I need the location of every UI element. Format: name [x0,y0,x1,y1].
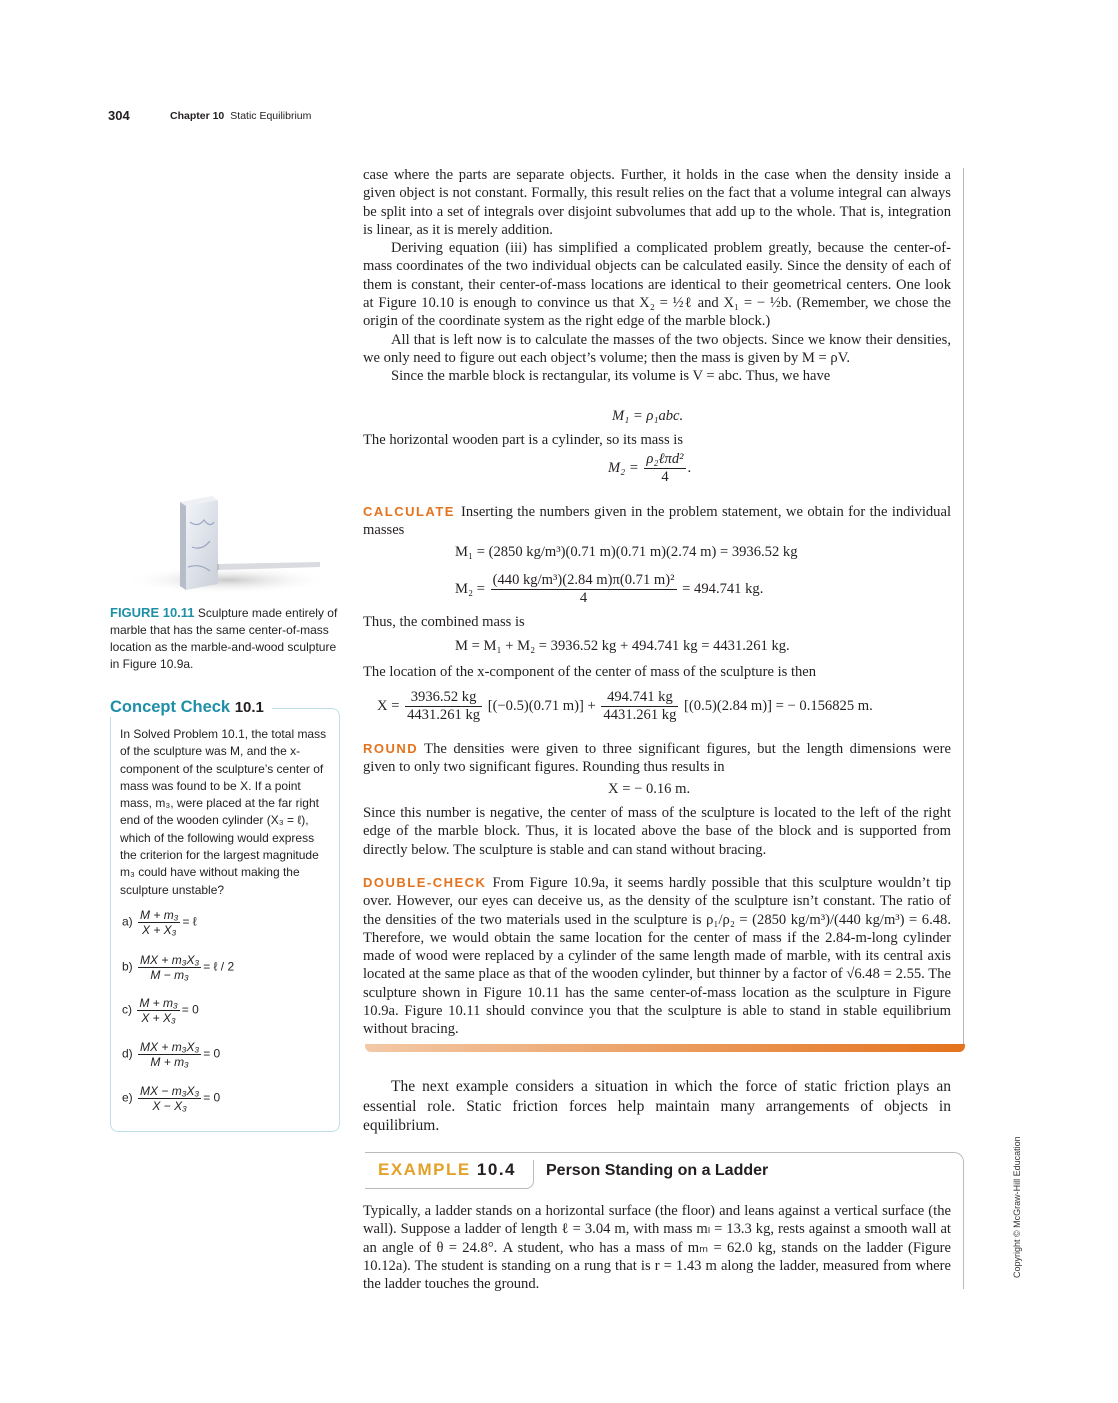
block-face [186,500,218,590]
example-label [378,1160,516,1180]
paragraph-8: Since this number is negative, the center of mass of the sculpture is located to the left of the right edge of the marble block. Thus, it is located above the base of the block and is supported from directly below. The sculpture is stable and can stand without bracing. [363,805,951,858]
example-title: Person Standing on a Ladder [546,1162,769,1179]
figure-caption-text: Sculpture made entirely of marble that has the same center-of-mass location as the marble-and-wood sculpture in Figure 10.9a. [110,606,338,671]
concept-check-number: 10.1 [234,699,264,716]
page-number: 304 [108,108,130,123]
round-keyword: ROUND [363,741,419,756]
copyright-notice: Copyright © McGraw-Hill Education [1012,1136,1022,1278]
equation-calc-m2: M₂ = $\frac{\text{(440 kg/m³)(2.84 m)π(0.71 m)²}}{4}$ = 494.741 kg. [455,572,764,606]
paragraph-1: case where the parts are separate objects. Further, it holds in the case when the density inside a given object is not constant. Formally, this result relies on the fact that a volume integral can always be split into a set of integrals over disjoint subvolumes that add up to the whole. That is, integration is linear, as it is merely addition. [363,167,951,238]
paragraph-5: The horizontal wooden part is a cylinder, so its mass is [363,432,684,448]
equation-m1: M₁ = ρ₁abc. [612,408,684,424]
double-check-text: From Figure 10.9a, it seems hardly possible that this sculpture wouldn’t tip over. However, our eyes can deceive us, as the density of the sculpture isn’t constant. The ratio of the densities of the two materials used in the sculpture is ρ₁/ρ₂ = (2850 kg/m³)/(440 kg/m³) = 6.48. Therefore, we would obtain the same location for the center of mass if the 2.84-m-long cylinder made of wood were replaced by a cylinder of the same length made of marble, with its central axis located at the same place as that of the wooden cylinder, but thinner by a factor of √6.48 = 2.55. The sculpture shown in Figure 10.11 has the same center-of-mass location as the sculpture in Figure 10.9a. Figure 10.11 should convince you that the sculpture is able to stand in stable equilibrium without bracing. [363,875,951,1038]
option-a[interactable]: a) $\frac{\text{M + m₃}}{\text{X + X₃}}$ = ℓ [122,908,197,937]
double-check-keyword: DOUBLE-CHECK [363,875,487,890]
round-section [363,740,951,777]
margin-rule [963,168,964,1048]
block-side [180,502,186,590]
figure-label: FIGURE 10.11 [110,605,195,620]
option-e[interactable]: e) $\frac{\text{MX − m₃X₃}}{\text{X − X₃}}$ = 0 [122,1084,221,1113]
paragraph-3: All that is left now is to calculate the masses of the two objects. Since we know their densities, we only need to figure out each object’s volume; then the mass is given by M = ρV. [363,331,951,366]
paragraph-2: Deriving equation (iii) has simplified a complicated problem greatly, because the center-of-mass coordinates of the two individual objects can be calculated easily. Since the density of each of them is constant, their center-of-mass locations are identical to their geometrical centers. One look at Figure 10.10 is enough to convince us that X₂ = ½ℓ and X₁ = − ½b. (Remember, we chose the origin of the coordinate system as the right edge of the marble block.) [363,240,951,330]
example-number: 10.4 [476,1160,517,1179]
option-d[interactable]: d) $\frac{\text{MX + m₃X₃}}{\text{M + m₃}}$ = 0 [122,1040,221,1069]
equation-x: X = $\frac{3936.52 kg}{4431.261 kg}$ [(−0.5)(0.71 m)] + $\frac{494.741 kg}{4431.261 kg}$ [(0.5)(2.84 m)] = − 0.156825 m. [377,689,873,723]
shadow-shape [123,566,333,594]
figure-sculpture [120,492,335,602]
equation-calc-m1: M₁ = (2850 kg/m³)(0.71 m)(0.71 m)(2.74 m) = 3936.52 kg [455,544,798,560]
figure-caption [110,604,342,673]
paragraph-4: Since the marble block is rectangular, its volume is V = abc. Thus, we have [391,368,831,385]
example-word: EXAMPLE [378,1160,471,1179]
chapter-label: Chapter 10 [170,110,225,122]
option-c[interactable]: c) $\frac{\text{M + m₃}}{\text{X + X₃}}$ = 0 [122,996,199,1025]
option-b[interactable]: b) $\frac{\text{MX + m₃X₃}}{\text{M − m₃}}$ = ℓ / 2 [122,953,235,982]
concept-check-question: In Solved Problem 10.1, the total mass of the sculpture was M, and the x-component of the sculpture’s center of mass was found to be X. If a point mass, m₃, were placed at the far right end of the wooden cylinder (X₃ = ℓ), which of the following would express the criterion for the largest magnitude m₃ could have without making the sculpture unstable? [120,727,327,897]
double-check-section [363,874,951,1039]
calculate-text: Inserting the numbers given in the problem statement, we obtain for the individual masses [363,504,951,539]
paragraph-6: Thus, the combined mass is [363,614,525,630]
equation-round: X = − 0.16 m. [608,781,691,797]
example-text: Typically, a ladder stands on a horizontal surface (the floor) and leans against a vertical surface (the wall). Suppose a ladder of length ℓ = 3.04 m, with mass mₗ = 13.3 kg, rests against a smooth wall at an angle of θ = 24.8°. A student, who has a mass of mₘ = 62.0 kg, stands on the ladder (Figure 10.12a). The student is standing on a rung that is r = 1.43 m along the ladder, measured from where the ladder touches the ground. [363,1203,951,1293]
running-header [170,110,311,122]
text-block-1 [363,166,951,386]
section-end-bar [365,1044,965,1052]
concept-check-word: Concept Check [110,698,231,716]
calculate-keyword: CALCULATE [363,504,455,519]
equation-m2: M₂ = $\frac{\text{ρ₂ℓπd²}}{4}$ . [608,451,692,485]
paragraph-9: The next example considers a situation in which the force of static friction plays an essential role. Static friction forces help maintain many arrangements of objects in equilibrium. [363,1078,951,1134]
paragraph-7: The location of the x-component of the center of mass of the sculpture is then [363,664,817,680]
concept-check-title [110,698,272,717]
chapter-title: Static Equilibrium [230,110,312,122]
equation-total-mass: M = M₁ + M₂ = 3936.52 kg + 494.741 kg = 4431.261 kg. [455,638,790,654]
round-text: The densities were given to three significant figures, but the length dimensions were given to only two significant figures. Rounding thus results in [363,741,951,776]
calculate-section [363,503,951,540]
